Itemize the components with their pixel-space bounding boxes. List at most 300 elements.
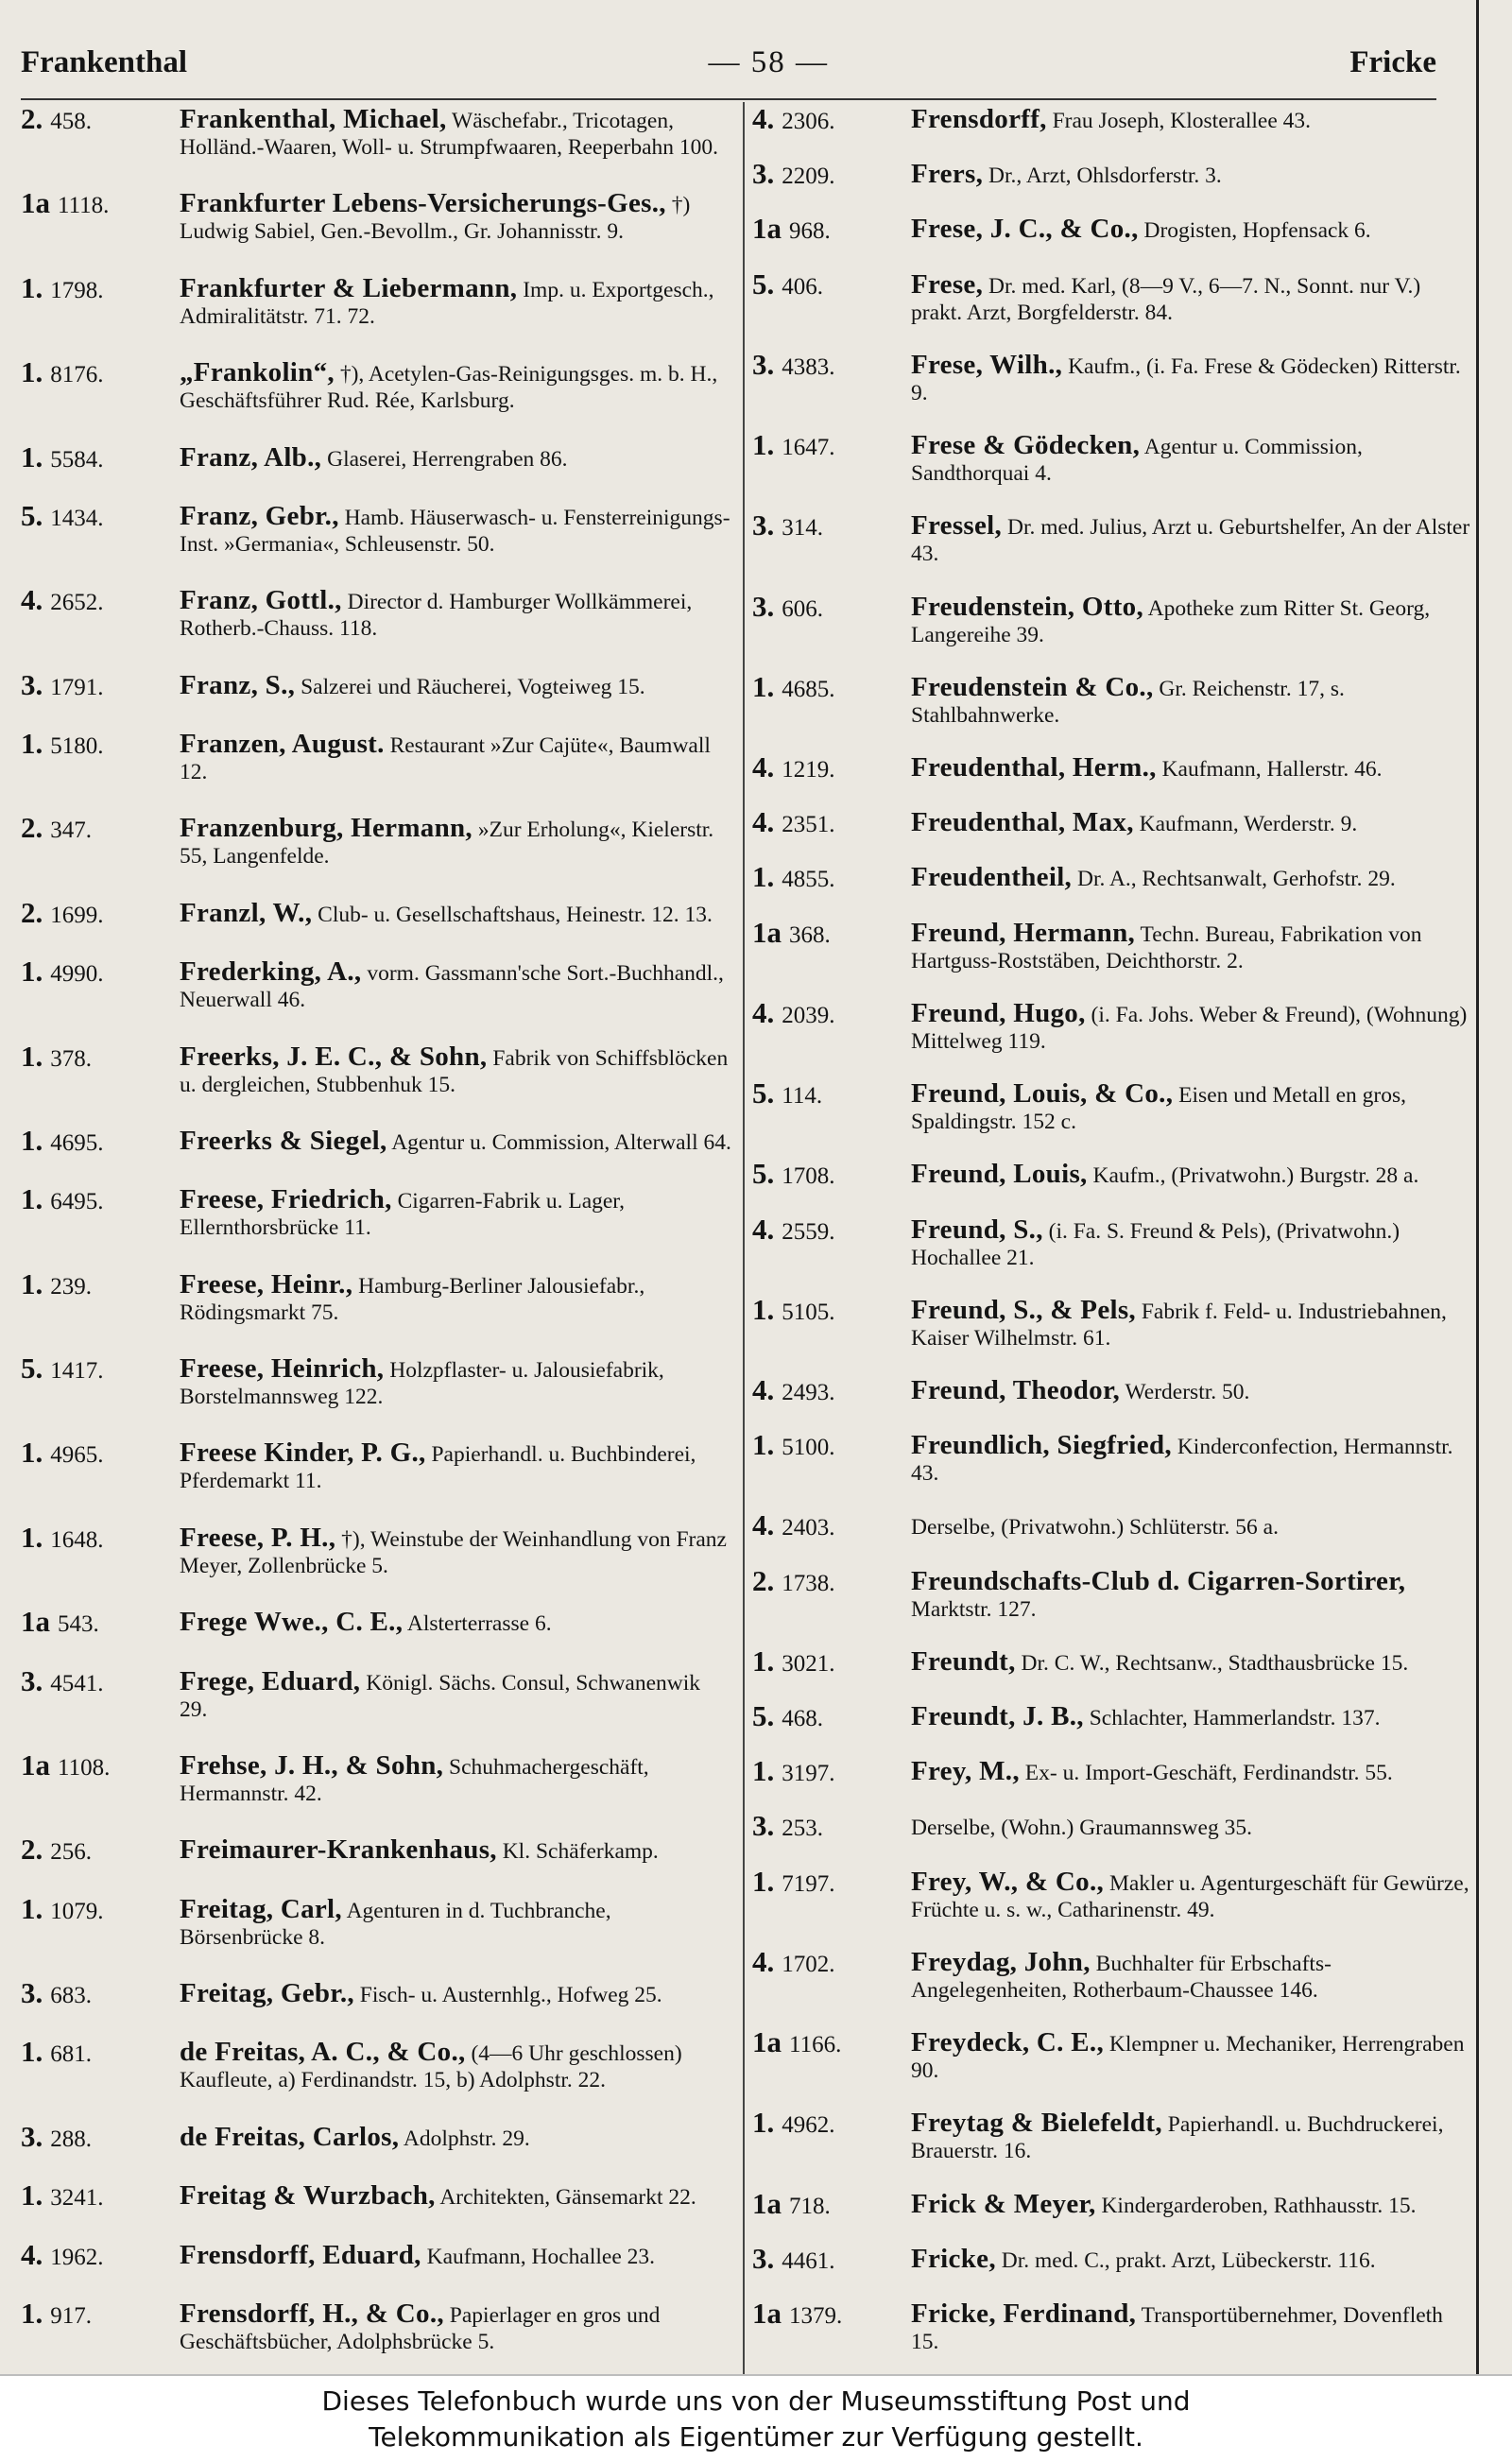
- subscriber-name: Freydeck, C. E.,: [911, 2027, 1105, 2058]
- exchange-class: 3.: [21, 1976, 43, 2009]
- subscriber-name: Freydag, John,: [911, 1946, 1091, 1977]
- exchange-class: 1.: [21, 1891, 43, 1925]
- directory-entry: [752, 860, 1470, 894]
- phone-number: [752, 1699, 903, 1733]
- exchange-class: 3.: [752, 157, 775, 191]
- directory-entry: [752, 1292, 1470, 1352]
- line-number: 2209.: [782, 164, 835, 190]
- column-divider: [743, 102, 745, 2375]
- exchange-class: 4.: [752, 1944, 775, 1978]
- subscriber-details: Kaufm., (Privatwohn.) Burgstr. 28 a.: [1092, 1163, 1419, 1189]
- exchange-class: 5.: [21, 1352, 43, 1385]
- subscriber-name: Frey, W., & Co.,: [911, 1866, 1105, 1897]
- subscriber-name: Freund, Hermann,: [911, 917, 1136, 948]
- phone-number: [752, 2241, 903, 2275]
- subscriber-details: Werderstr. 50.: [1125, 1379, 1250, 1404]
- subscriber-name: Frese & Gödecken,: [911, 430, 1141, 461]
- entry-text: [180, 1043, 731, 1098]
- line-number: 2039.: [782, 1002, 835, 1028]
- subscriber-details: Adolphstr. 29.: [403, 2126, 530, 2151]
- exchange-class: 4.: [752, 995, 775, 1029]
- entry-text: [911, 2109, 1470, 2164]
- subscriber-name: Frensdorff,: [911, 104, 1047, 134]
- subscriber-name: Franz, Gebr.,: [180, 500, 339, 531]
- line-number: 5180.: [50, 733, 104, 759]
- subscriber-details: Agentur u. Commission, Alterwall 64.: [391, 1129, 731, 1155]
- subscriber-details: †) Ludwig Sabiel, Gen.-Bevollm., Gr. Johannisstr. 9.: [180, 193, 691, 245]
- exchange-class: 4.: [752, 102, 775, 135]
- subscriber-name: Freundschafts-Club d. Cigarren-Sortirer,: [911, 1565, 1406, 1596]
- subscriber-details: Hamburg-Berliner Jalousiefabr., Rödingsmarkt 75.: [180, 1273, 645, 1325]
- line-number: 1118.: [58, 193, 110, 219]
- phone-number: [752, 2025, 903, 2084]
- phone-number: [21, 1123, 172, 1157]
- line-number: 1434.: [50, 505, 104, 531]
- exchange-class: 1.: [752, 428, 775, 462]
- subscriber-details: Dr. med. C., prakt. Arzt, Lübeckerstr. 116.: [1001, 2247, 1376, 2273]
- phone-number: [752, 2297, 903, 2355]
- subscriber-name: Freund, Hugo,: [911, 997, 1086, 1028]
- exchange-class: 4.: [752, 1212, 775, 1246]
- line-number: 2351.: [782, 812, 835, 838]
- exchange-class: 3.: [752, 589, 775, 623]
- header-divider: [21, 98, 1436, 100]
- entry-text: [180, 2239, 731, 2271]
- line-number: 288.: [50, 2126, 92, 2152]
- entry-text: [180, 2039, 731, 2093]
- line-number: 2559.: [782, 1218, 835, 1245]
- line-number: 368.: [789, 921, 831, 948]
- directory-entry: [21, 1833, 731, 1867]
- directory-entry: [752, 805, 1470, 839]
- entry-text: [180, 2300, 731, 2355]
- subscriber-details: Königl. Sächs. Consul, Schwanenwik 29.: [180, 1670, 701, 1722]
- subscriber-name: Freundt, J. B.,: [911, 1701, 1084, 1732]
- line-number: 3241.: [50, 2185, 104, 2212]
- phone-number: [752, 915, 903, 974]
- subscriber-name: Freitag, Carl,: [180, 1893, 342, 1924]
- line-number: 468.: [782, 1706, 823, 1732]
- exchange-class: 3.: [21, 667, 43, 701]
- directory-entry: [752, 1699, 1470, 1733]
- entry-text: [180, 669, 731, 701]
- subscriber-details: Dr. med. Julius, Arzt u. Geburtshelfer, An der Alster 43.: [911, 515, 1470, 567]
- subscriber-name: Frensdorff, H., & Co.,: [180, 2298, 444, 2329]
- subscriber-name: Frensdorff, Eduard,: [180, 2239, 421, 2270]
- directory-entry: [752, 347, 1470, 406]
- entry-text: [180, 1665, 731, 1723]
- subscriber-details: Club- u. Gesellschaftshaus, Heinestr. 12. 13.: [318, 902, 713, 927]
- phone-number: [21, 1891, 172, 1951]
- footer-credit: [0, 2374, 1512, 2462]
- subscriber-details: Papierhandl. u. Buchbinderei, Pferdemarkt 11.: [180, 1442, 696, 1494]
- phone-number: [21, 955, 172, 1013]
- entry-text: [911, 1512, 1470, 1541]
- entry-text: [911, 2029, 1470, 2084]
- line-number: 256.: [50, 1839, 92, 1866]
- line-number: 606.: [782, 595, 823, 622]
- entry-text: [180, 1125, 731, 1157]
- line-number: 6495.: [50, 1189, 104, 1215]
- subscriber-details: Derselbe, (Privatwohn.) Schlüterstr. 56 a.: [911, 1515, 1279, 1541]
- subscriber-name: Frese, Wilh.,: [911, 349, 1063, 380]
- subscriber-details: Kaufmann, Hallerstr. 46.: [1161, 756, 1383, 782]
- line-number: 4855.: [782, 867, 835, 893]
- entry-text: [180, 1749, 731, 1807]
- subscriber-details: Kaufmann, Hochallee 23.: [426, 2244, 656, 2269]
- phone-number: [752, 102, 903, 135]
- phone-number: [752, 995, 903, 1055]
- phone-number: [752, 157, 903, 191]
- subscriber-details: Schlachter, Hammerlandstr. 137.: [1089, 1706, 1381, 1731]
- line-number: 1166.: [789, 2032, 842, 2058]
- entry-text: [180, 1355, 731, 1410]
- subscriber-details: Director d. Hamburger Wollkämmerei, Rotherb.-Chauss. 118.: [180, 590, 693, 642]
- subscriber-name: Frey, M.,: [911, 1756, 1020, 1787]
- phone-number: [21, 1663, 172, 1723]
- subscriber-name: Franz, S.,: [180, 669, 296, 700]
- subscriber-details: Ex- u. Import-Geschäft, Ferdinandstr. 55.: [1024, 1761, 1393, 1786]
- subscriber-name: Franzl, W.,: [180, 897, 313, 928]
- line-number: 406.: [782, 273, 823, 300]
- subscriber-name: Freerks & Siegel,: [180, 1125, 387, 1156]
- phone-number: [752, 805, 903, 839]
- subscriber-details: Dr. A., Rechtsanwalt, Gerhofstr. 29.: [1077, 867, 1396, 892]
- page-edge: [1476, 0, 1479, 2374]
- line-number: 968.: [789, 218, 831, 245]
- phone-number: [752, 1563, 903, 1623]
- exchange-class: 1.: [21, 2296, 43, 2330]
- entry-text: [911, 1868, 1470, 1923]
- entry-text: [911, 591, 1470, 648]
- entry-text: [180, 1980, 731, 2009]
- directory-entry: [21, 270, 731, 330]
- directory-entry: [21, 955, 731, 1013]
- phone-number: [752, 1864, 903, 1923]
- subscriber-details: †), Acetylen-Gas-Reinigungsges. m. b. H., Geschäftsführer Rud. Rée, Karlsburg.: [180, 362, 718, 414]
- subscriber-details: Schuhmachergeschäft, Hermannstr. 42.: [180, 1754, 649, 1806]
- exchange-class: 3.: [752, 2241, 775, 2275]
- directory-entry: [21, 1123, 731, 1157]
- entry-text: [911, 1161, 1470, 1190]
- line-number: 8176.: [50, 362, 104, 388]
- exchange-class: 2.: [752, 1563, 775, 1597]
- exchange-class: 1.: [21, 355, 43, 389]
- exchange-class: 1a: [752, 2025, 782, 2059]
- subscriber-name: Frederking, A.,: [180, 956, 362, 988]
- directory-entry: [752, 1644, 1470, 1678]
- subscriber-details: Papierlager en gros und Geschäftsbücher, Adolphsbrücke 5.: [180, 2302, 661, 2354]
- exchange-class: 4.: [21, 2237, 43, 2271]
- subscriber-name: „Frankolin“,: [180, 357, 335, 388]
- line-number: 5100.: [782, 1435, 835, 1461]
- subscriber-name: Frese,: [911, 268, 984, 300]
- subscriber-name: Freudenthal, Herm.,: [911, 751, 1157, 783]
- entry-text: [180, 1439, 731, 1494]
- entry-text: [911, 1813, 1470, 1842]
- line-number: 378.: [50, 1045, 92, 1072]
- directory-entry: [21, 2119, 731, 2153]
- left-column: [21, 102, 731, 2355]
- phone-number: [21, 2237, 172, 2271]
- subscriber-details: Derselbe, (Wohn.) Graumannsweg 35.: [911, 1816, 1252, 1841]
- line-number: 2652.: [50, 590, 104, 616]
- directory-entry: [752, 915, 1470, 974]
- entry-text: [911, 432, 1470, 487]
- line-number: 1708.: [782, 1163, 835, 1190]
- subscriber-name: Frick & Meyer,: [911, 2188, 1096, 2219]
- entry-text: [180, 587, 731, 642]
- subscriber-name: Franzen, August.: [180, 729, 385, 759]
- phone-number: [21, 355, 172, 414]
- line-number: 4695.: [50, 1129, 104, 1156]
- entry-text: [180, 1836, 731, 1866]
- subscriber-details: Kinderconfection, Hermannstr. 43.: [911, 1435, 1453, 1487]
- entry-text: [180, 1268, 731, 1326]
- subscriber-details: Wäschefabr., Tricotagen, Holländ.-Waaren, Woll- u. Strumpfwaaren, Reeperbahn 100.: [180, 109, 719, 160]
- line-number: 458.: [50, 109, 92, 134]
- exchange-class: 5.: [752, 1157, 775, 1191]
- entry-text: [911, 349, 1470, 406]
- subscriber-details: Drogisten, Hopfensack 6.: [1143, 218, 1371, 244]
- subscriber-details: (i. Fa. S. Freund & Pels), (Privatwohn.) Hochallee 21.: [911, 1218, 1400, 1270]
- directory-entry: [21, 1352, 731, 1410]
- directory-entry: [21, 2296, 731, 2355]
- directory-entry: [752, 2297, 1470, 2355]
- directory-entry: [21, 1976, 731, 2009]
- directory-entry: [21, 2237, 731, 2271]
- directory-entry: [752, 1809, 1470, 1843]
- line-number: 1648.: [50, 1526, 104, 1553]
- subscriber-name: Frehse, J. H., & Sohn,: [180, 1749, 444, 1781]
- subscriber-details: Kindergarderoben, Rathhausstr. 15.: [1101, 2193, 1417, 2218]
- subscriber-name: Freytag & Bielefeldt,: [911, 2108, 1162, 2139]
- phone-number: [752, 1076, 903, 1135]
- entry-text: [911, 215, 1470, 245]
- entry-text: [911, 1645, 1470, 1678]
- phone-number: [21, 1436, 172, 1494]
- line-number: 543.: [58, 1611, 99, 1638]
- exchange-class: 1.: [752, 1864, 775, 1898]
- phone-number: [752, 428, 903, 487]
- exchange-class: 1.: [752, 2106, 775, 2140]
- subscriber-details: Alsterterrasse 6.: [406, 1611, 552, 1637]
- exchange-class: 1.: [21, 1436, 43, 1470]
- exchange-class: 2.: [21, 102, 43, 135]
- entry-text: [180, 359, 731, 414]
- subscriber-details: Eisen und Metall en gros, Spaldingstr. 152 c.: [911, 1083, 1407, 1135]
- line-number: 4541.: [50, 1670, 104, 1696]
- subscriber-details: Klempner u. Mechaniker, Herrengraben 90.: [911, 2032, 1465, 2084]
- subscriber-name: Freund, Louis,: [911, 1159, 1088, 1190]
- phone-number: [21, 1605, 172, 1639]
- subscriber-details: Makler u. Agenturgeschäft für Gewürze, Früchte u. s. w., Catharinenstr. 49.: [911, 1870, 1469, 1922]
- phone-number: [21, 1266, 172, 1326]
- subscriber-name: Franz, Gottl.,: [180, 585, 342, 616]
- subscriber-name: Frege Wwe., C. E.,: [180, 1607, 404, 1638]
- subscriber-name: Freudenthal, Max,: [911, 807, 1134, 838]
- exchange-class: 1.: [752, 1428, 775, 1462]
- phone-number: [752, 1157, 903, 1191]
- exchange-class: 3.: [752, 508, 775, 542]
- exchange-class: 1.: [21, 1266, 43, 1300]
- phone-number: [21, 895, 172, 929]
- phone-number: [752, 1372, 903, 1406]
- line-number: 1417.: [50, 1358, 104, 1384]
- line-number: 253.: [782, 1816, 823, 1842]
- directory-entry: [752, 1076, 1470, 1135]
- exchange-class: 3.: [752, 347, 775, 381]
- subscriber-details: Architekten, Gänsemarkt 22.: [439, 2185, 696, 2211]
- line-number: 314.: [782, 515, 823, 542]
- subscriber-details: Glaserei, Herrengraben 86.: [327, 446, 568, 472]
- exchange-class: 5.: [752, 1699, 775, 1733]
- subscriber-name: Freitag & Wurzbach,: [180, 2180, 436, 2212]
- line-number: 1798.: [50, 277, 104, 303]
- entry-text: [180, 2121, 731, 2153]
- entry-text: [180, 1609, 731, 1638]
- subscriber-name: Freitag, Gebr.,: [180, 1978, 354, 2008]
- phone-number: [752, 1428, 903, 1487]
- line-number: 4962.: [782, 2112, 835, 2139]
- line-number: 917.: [50, 2302, 92, 2329]
- phone-number: [21, 583, 172, 642]
- phone-number: [752, 1809, 903, 1843]
- subscriber-details: Transportübernehmer, Dovenfleth 15.: [911, 2303, 1443, 2354]
- directory-entry: [752, 508, 1470, 567]
- directory-entry: [21, 186, 731, 245]
- phone-number: [21, 1352, 172, 1410]
- entry-text: [911, 2188, 1470, 2220]
- exchange-class: 2.: [21, 895, 43, 929]
- entry-text: [911, 1080, 1470, 1135]
- subscriber-details: Marktstr. 127.: [911, 1596, 1037, 1622]
- directory-entry: [21, 2035, 731, 2093]
- phone-number: [21, 2035, 172, 2093]
- subscriber-details: Agenturen in d. Tuchbranche, Börsenbrücke 8.: [180, 1898, 611, 1950]
- directory-entry: [21, 498, 731, 558]
- entry-text: [911, 512, 1470, 567]
- directory-entry: [21, 102, 731, 161]
- subscriber-details: Techn. Bureau, Fabrikation von Hartguss-Roststäben, Deichthorstr. 2.: [911, 921, 1422, 973]
- directory-entry: [21, 1663, 731, 1723]
- directory-entry: [21, 1182, 731, 1241]
- entry-text: [180, 441, 731, 473]
- phone-number: [21, 270, 172, 330]
- exchange-class: 3.: [21, 2119, 43, 2153]
- subscriber-details: Kaufmann, Werderstr. 9.: [1139, 812, 1358, 837]
- phone-number: [752, 2106, 903, 2164]
- directory-entry: [752, 1372, 1470, 1406]
- phone-number: [752, 508, 903, 567]
- directory-entry: [752, 669, 1470, 729]
- phone-number: [752, 749, 903, 783]
- exchange-class: 1.: [752, 669, 775, 703]
- entry-text: [180, 1186, 731, 1241]
- subscriber-details: Restaurant »Zur Cajüte«, Baumwall 12.: [180, 733, 711, 784]
- subscriber-details: Dr. med. Karl, (8—9 V., 6—7. N., Sonnt. nur V.) prakt. Arzt, Borgfelderstr. 84.: [911, 273, 1421, 325]
- line-number: 2493.: [782, 1379, 835, 1405]
- subscriber-name: Fricke,: [911, 2243, 996, 2274]
- phone-number: [752, 1292, 903, 1352]
- entry-text: [911, 2243, 1470, 2275]
- entry-text: [911, 106, 1470, 135]
- phone-number: [21, 498, 172, 558]
- phone-number: [752, 1944, 903, 2004]
- subscriber-details: †), Weinstube der Weinhandlung von Franz Meyer, Zollenbrücke 5.: [180, 1526, 727, 1578]
- entry-text: [911, 161, 1470, 190]
- entry-text: [911, 268, 1470, 326]
- line-number: 1647.: [782, 435, 835, 461]
- subscriber-details: Papierhandl. u. Buchdruckerei, Brauerstr. 16.: [911, 2112, 1444, 2164]
- phone-number: [752, 669, 903, 729]
- entry-text: [180, 500, 731, 558]
- exchange-class: 3.: [21, 1663, 43, 1697]
- entry-text: [180, 815, 731, 869]
- line-number: 5105.: [782, 1299, 835, 1325]
- subscriber-details: Hamb. Häuserwasch- u. Fensterreinigungs-Inst. »Germania«, Schleusenstr. 50.: [180, 505, 730, 557]
- subscriber-name: Freund, Louis, & Co.,: [911, 1078, 1174, 1110]
- entry-text: [911, 864, 1470, 893]
- line-number: 4461.: [782, 2247, 835, 2274]
- entry-text: [911, 671, 1470, 729]
- directory-entry: [752, 995, 1470, 1055]
- subscriber-details: (i. Fa. Johs. Weber & Freund), (Wohnung) Mittelweg 119.: [911, 1002, 1468, 1054]
- exchange-class: 2.: [21, 811, 43, 845]
- subscriber-name: Frankfurter & Liebermann,: [180, 272, 518, 303]
- phone-number: [21, 186, 172, 245]
- directory-entry: [21, 1436, 731, 1494]
- subscriber-name: Freese, Heinr.,: [180, 1268, 353, 1300]
- phone-number: [21, 727, 172, 785]
- entry-text: [911, 1946, 1470, 2004]
- entry-text: [911, 1758, 1470, 1787]
- directory-entry: [21, 1605, 731, 1639]
- directory-entry: [752, 428, 1470, 487]
- entry-text: [180, 897, 731, 929]
- entry-text: [180, 1893, 731, 1951]
- header-first-entry: Frankenthal: [21, 44, 188, 79]
- subscriber-details: Frau Joseph, Klosterallee 43.: [1052, 109, 1312, 133]
- exchange-class: 1a: [21, 1605, 50, 1639]
- subscriber-name: Freund, Theodor,: [911, 1374, 1121, 1405]
- exchange-class: 1a: [752, 915, 782, 949]
- subscriber-name: Freese, P. H.,: [180, 1522, 336, 1553]
- subscriber-name: Freudenstein & Co.,: [911, 671, 1154, 702]
- exchange-class: 1.: [752, 860, 775, 894]
- subscriber-details: Cigarren-Fabrik u. Lager, Ellernthorsbrücke 11.: [180, 1189, 626, 1241]
- exchange-class: 1.: [21, 955, 43, 989]
- phone-number: [752, 589, 903, 648]
- subscriber-name: Freudenstein, Otto,: [911, 591, 1144, 622]
- subscriber-name: Frers,: [911, 159, 984, 190]
- line-number: 1738.: [782, 1570, 835, 1596]
- subscriber-details: (4—6 Uhr geschlossen) Kaufleute, a) Ferdinandstr. 15, b) Adolphstr. 22.: [180, 2041, 682, 2093]
- phone-number: [21, 1520, 172, 1579]
- right-column: [752, 102, 1470, 2355]
- subscriber-name: Freund, S.,: [911, 1214, 1043, 1245]
- subscriber-name: Freese Kinder, P. G.,: [180, 1438, 426, 1469]
- subscriber-name: Freudentheil,: [911, 862, 1073, 893]
- exchange-class: 1a: [752, 2186, 782, 2220]
- phone-number: [752, 1644, 903, 1678]
- subscriber-details: Fisch- u. Austernhlg., Hofweg 25.: [359, 1983, 662, 2007]
- line-number: 239.: [50, 1273, 92, 1300]
- footer-line-2: Telekommunikation als Eigentümer zur Verfügung gestellt.: [369, 2420, 1143, 2453]
- line-number: 4685.: [782, 676, 835, 702]
- phone-number: [752, 1754, 903, 1788]
- phone-number: [21, 667, 172, 701]
